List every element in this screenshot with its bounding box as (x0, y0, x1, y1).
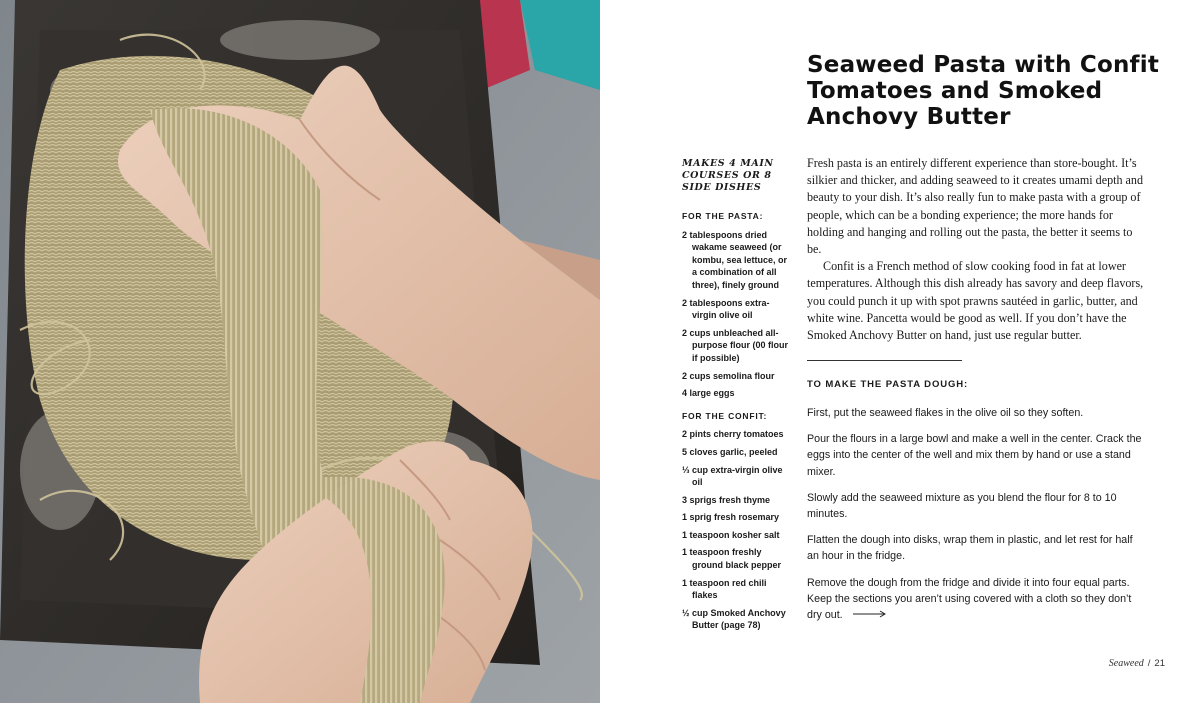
ingredient-item: 1 teaspoon kosher salt (682, 529, 780, 540)
section-divider (807, 360, 962, 361)
ingredient-item: ½ cup Smoked Anchovy Butter (page 78) (682, 607, 786, 631)
page-footer (1109, 658, 1165, 669)
recipe-page (600, 0, 1200, 703)
ingredient-item: ⅓ cup extra-virgin olive oil (682, 464, 783, 488)
section-name: Seaweed (1108, 658, 1144, 669)
method-steps (807, 405, 1142, 633)
recipe-intro (807, 155, 1144, 344)
confit-ingredients-heading: FOR THE CONFIT: (682, 410, 768, 421)
ingredient-item: 4 large eggs (682, 388, 735, 399)
ingredient-item: 2 tablespoons extra-virgin olive oil (682, 297, 770, 321)
ingredient-item: 1 sprig fresh rosemary (682, 512, 780, 523)
method-heading: TO MAKE THE PASTA DOUGH: (807, 379, 969, 390)
ingredient-item: 1 teaspoon freshly ground black pepper (682, 547, 782, 571)
ingredients-column (682, 210, 794, 637)
intro-paragraph: Confit is a French method of slow cooking food in fat at lower temperatures. Although this dish already has savory and deep flavors, you could punch it up with spot prawns sautéed in garlic, butter, and white wine. Pancetta would be good as well. If you don’t have the Smoked Anchovy Butter on hand, just use regular butter. (807, 259, 1144, 343)
ingredient-item: 2 cups unbleached all-purpose flour (00 flour if possible) (682, 327, 789, 363)
confit-ingredient-list (682, 428, 794, 632)
recipe-yield: MAKES 4 MAIN COURSES OR 8 SIDE DISHES (682, 158, 774, 193)
folio-separator: / (1147, 658, 1151, 669)
method-step: First, put the seaweed flakes in the olive oil so they soften. (807, 407, 1084, 419)
method-step: Flatten the dough into disks, wrap them in plastic, and let rest for half an hour in the fridge. (807, 534, 1133, 563)
ingredient-item: 1 teaspoon red chili flakes (682, 577, 767, 601)
pasta-ingredients-heading: FOR THE PASTA: (682, 211, 764, 221)
method-step: Remove the dough from the fridge and divide it into four equal parts. Keep the sections you aren’t using covered with a cloth so they don’t dry out. (807, 576, 1132, 622)
page-number: 21 (1154, 658, 1165, 669)
pasta-ingredient-list (682, 229, 794, 400)
ingredient-item: 5 cloves garlic, peeled (682, 446, 778, 457)
ingredient-item: 2 cups semolina flour (682, 370, 775, 381)
method-step-last (807, 575, 1142, 624)
ingredient-item: 2 pints cherry tomatoes (682, 429, 784, 440)
ingredient-item: 3 sprigs fresh thyme (682, 494, 771, 505)
method-step: Pour the flours in a large bowl and make a well in the center. Crack the eggs into the center of the well and mix them by hand or use a stand mixer. (807, 433, 1142, 478)
recipe-title: Seaweed Pasta with Confit Tomatoes and Smoked Anchovy Butter (807, 52, 1160, 130)
arrow-right-icon (853, 607, 887, 623)
method-step: Slowly add the seaweed mixture as you blend the flour for 8 to 10 minutes. (807, 491, 1117, 521)
ingredient-item: 2 tablespoons dried wakame seaweed (or kombu, sea lettuce, or a combination of all three), finely ground (682, 229, 788, 290)
intro-paragraph: Fresh pasta is an entirely different experience than store-bought. It’s silkier and thicker, and adding seaweed to it creates umami depth and beauty to your dish. It’s also really fun to make pasta with a group of people, which can be a bonding experience; the more hands for holding and hanging and rolling out the pasta, the better it seems to be. (807, 156, 1144, 257)
